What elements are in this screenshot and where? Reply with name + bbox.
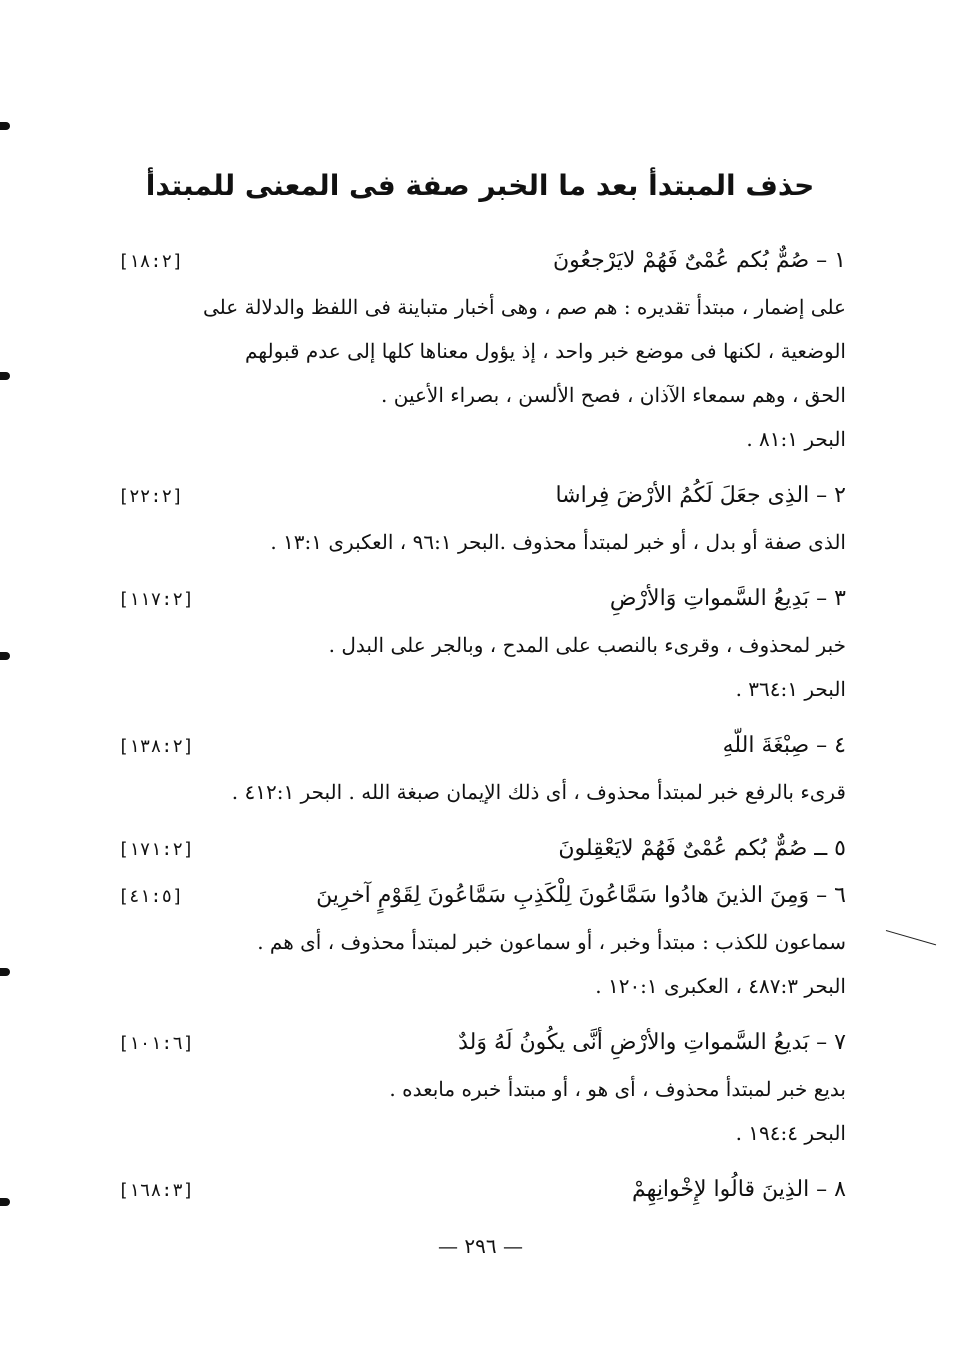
- verse-reference: [١٧١:٢]: [118, 839, 194, 860]
- entry-heading: [118, 1167, 846, 1214]
- commentary-line: البحر ١٩٤:٤ .: [735, 1121, 846, 1145]
- entry-2: [118, 473, 846, 564]
- entries-list: [118, 238, 846, 1226]
- commentary-line: الوضعية ، لكنها فى موضع خبر واحد ، إذ يؤول معناها كلها إلى عدم قبولهم: [244, 339, 846, 363]
- verse-text: ٣ – بَدِيعُ السَّمواتِ وَالأرْضِ: [609, 586, 846, 611]
- scan-edge-mark: [0, 1198, 10, 1206]
- commentary-line: بديع خبر لمبتدأ محذوف ، أى هو ، أو مبتدأ خبره مابعده .: [389, 1077, 846, 1101]
- verse-text: ٦ – وَمِنَ الذينَ هادُوا سَمَّاعُونَ لِلْكَذِبِ سَمَّاعُونَ لِقَوْمٍ آخرِينَ: [316, 883, 846, 908]
- verse-reference: [١٠١:٦]: [118, 1033, 194, 1054]
- entry-8: [118, 1167, 846, 1214]
- margin-pen-stroke: [886, 930, 936, 945]
- entry-3: [118, 576, 846, 711]
- entry-heading: [118, 473, 846, 520]
- entry-heading: [118, 238, 846, 285]
- entry-heading: [118, 1020, 846, 1067]
- scan-edge-mark: [0, 372, 10, 380]
- commentary-line: سماعون للكذب : مبتدأ وخبر ، أو سماعون خبر لمبتدأ محذوف ، أى هم .: [257, 930, 846, 954]
- entry-heading: [118, 576, 846, 623]
- entry-6: [118, 873, 846, 1008]
- verse-reference: [١١٧:٢]: [118, 589, 194, 610]
- verse-reference: [٢٢:٢]: [118, 486, 184, 507]
- entry-7: [118, 1020, 846, 1155]
- scan-edge-mark: [0, 122, 10, 130]
- commentary-line: البحر ٤٨٧:٣ ، العكبرى ١٢٠:١ .: [595, 974, 846, 998]
- verse-reference: [٤١:٥]: [118, 886, 184, 907]
- entry-heading: [118, 873, 846, 920]
- commentary-line: الحق ، وهم سمعاء الآذان ، فصح الألسن ، بصراء الأعين .: [381, 383, 846, 407]
- scan-edge-mark: [0, 968, 10, 976]
- verse-text: ٢ – الذِى جعَلَ لَكُمُ الأرْضَ فِراشا: [555, 483, 846, 508]
- commentary-line: البحر ٣٦٤:١ .: [735, 677, 846, 701]
- entry-1: [118, 238, 846, 461]
- entry-heading: [118, 826, 846, 873]
- entry-heading: [118, 723, 846, 770]
- verse-reference: [١٦٨:٣]: [118, 1180, 194, 1201]
- entry-4: [118, 723, 846, 814]
- verse-text: ٤ – صِبْغَةَ اللّهِ: [722, 733, 846, 758]
- verse-text: ٧ – بَديعُ السَّمواتِ والأرْضِ أنَّى يكُونُ لَهُ وَلدٌ: [458, 1030, 846, 1055]
- verse-reference: [١٨:٢]: [118, 251, 184, 272]
- entry-5: [118, 826, 846, 873]
- commentary-line: على إضمار ، مبتدأ تقديره : هم صم ، وهى أخبار متباينة فى اللفظ والدلالة على: [203, 295, 846, 319]
- verse-reference: [١٣٨:٢]: [118, 736, 194, 757]
- verse-text: ٥ ــ صُمٌّ بُكم عُمْىٌ فَهُمْ لايَعْقِلونَ: [558, 836, 846, 861]
- commentary-line: قرىء بالرفع خبر لمبتدأ محذوف ، أى ذلك الإيمان صبغة الله . البحر ٤١٢:١ .: [231, 780, 846, 804]
- page-number: — ٢٩٦ —: [438, 1234, 523, 1258]
- commentary-line: الذى صفة أو بدل ، أو خبر لمبتدأ محذوف .البحر ٩٦:١ ، العكبرى ١٣:١ .: [270, 530, 846, 554]
- verse-text: ٨ – الذِينَ قالُوا لإِخْوانِهِمْ: [632, 1177, 846, 1202]
- page-title: حذف المبتدأ بعد ما الخبر صفة فى المعنى للمبتدأ: [145, 168, 815, 202]
- verse-text: ١ – صُمٌّ بُكم عُمْىٌ فَهُمْ لايَرْجعُونَ: [552, 248, 846, 273]
- commentary-line: البحر ٨١:١ .: [746, 427, 846, 451]
- commentary-line: خبر لمحذوف ، وقرىء بالنصب على المدح ، وبالجر على البدل .: [328, 633, 846, 657]
- scan-edge-mark: [0, 652, 10, 660]
